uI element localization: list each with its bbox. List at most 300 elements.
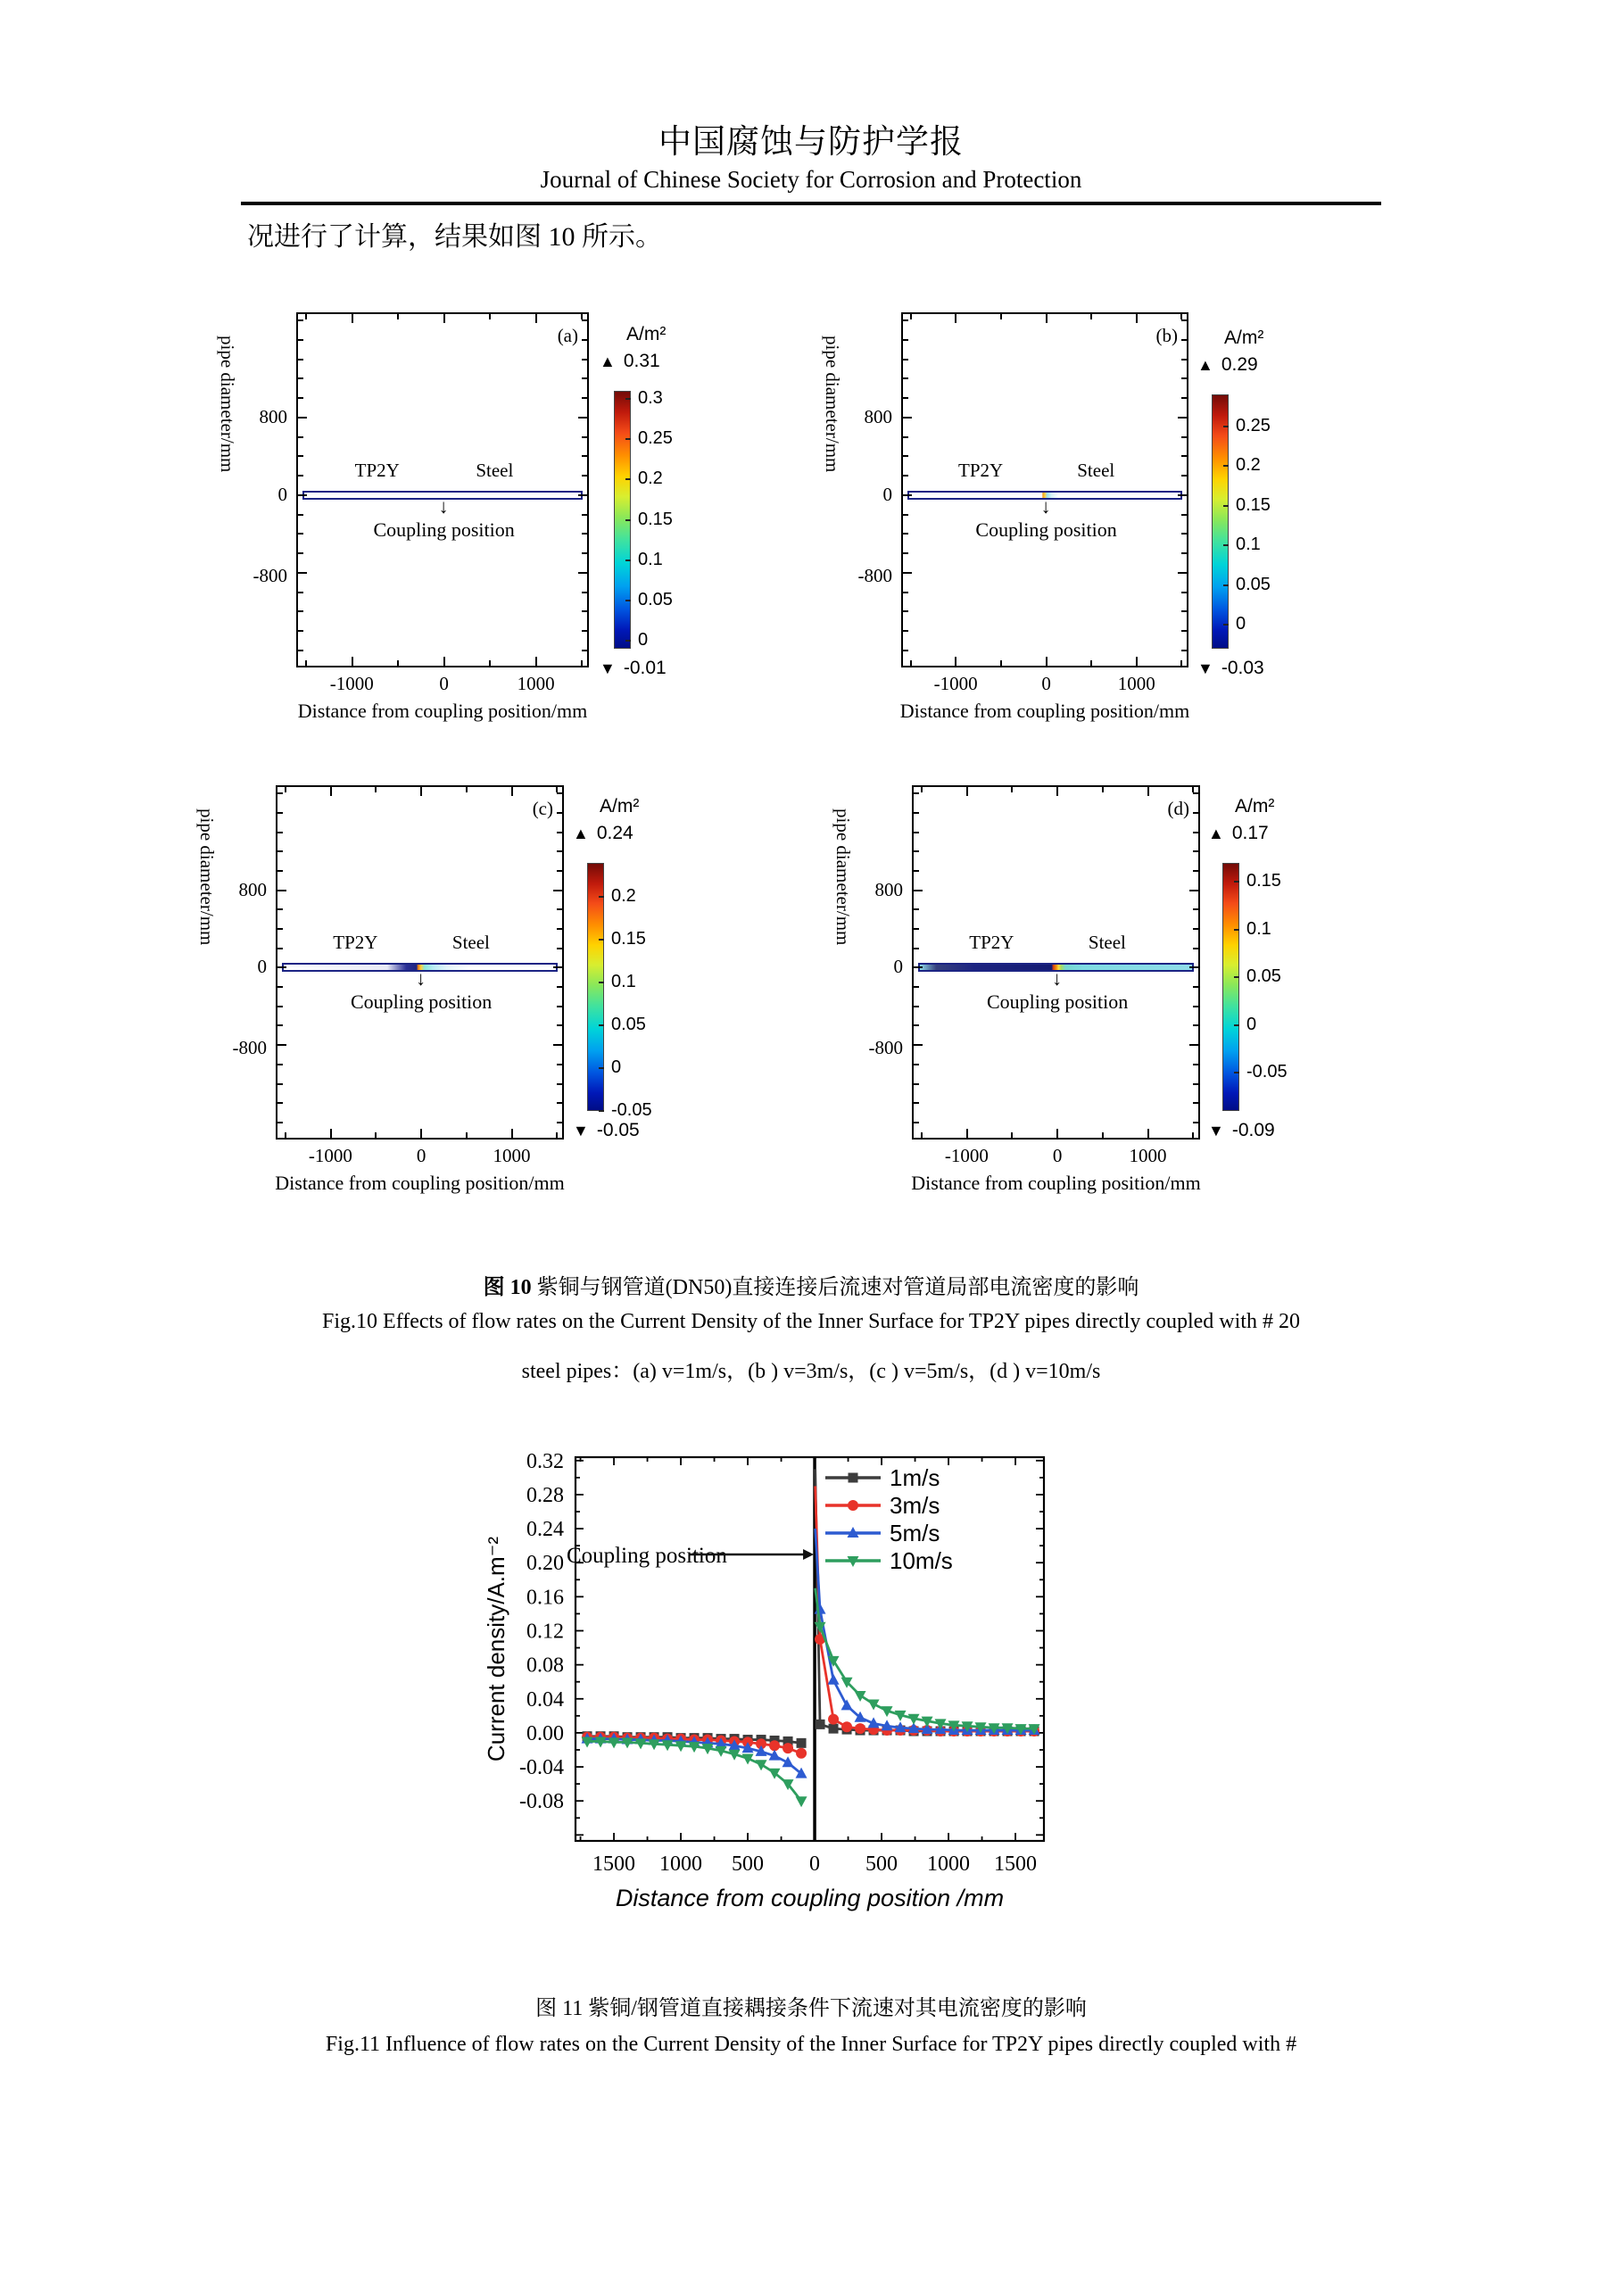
panel-y-axis-label: pipe diameter/mm [196,808,218,945]
axis-tick [489,660,491,666]
legend-label: 1m/s [890,1464,940,1491]
axis-tick [1181,455,1187,457]
axis-tick [921,787,923,792]
panel-x-axis-label: Distance from coupling position/mm [275,1172,565,1194]
steel-label: Steel [476,459,514,481]
axis-tick [556,787,558,792]
triangle-down-icon: ▼ [573,1121,589,1140]
colorbar-tick-mark [599,1024,604,1026]
axis-tick [298,455,303,457]
axis-tick [397,314,399,319]
axis-tick [277,1083,283,1085]
colorbar-gradient [1212,394,1229,649]
colorbar-tick-label: 0 [1246,1014,1257,1034]
axis-tick [420,1129,422,1138]
panel-y-axis-label: pipe diameter/mm [822,335,843,472]
axis-tick [582,475,587,477]
axis-tick [277,812,283,814]
colorbar-tick-label: 0.15 [638,509,673,529]
axis-tick [330,787,332,796]
axis-tick [1181,397,1187,399]
axis-tick [277,832,283,833]
x-tick-label: -1000 [933,673,978,694]
axis-tick [511,1129,513,1138]
y-tick-label: 800 [874,878,903,900]
y-tick-label: 0.08 [526,1654,564,1678]
down-arrow-icon: ↓ [416,967,426,991]
axis-tick [1011,787,1013,792]
axis-tick [1193,908,1198,910]
axis-tick [1181,514,1187,516]
axis-tick [921,1132,923,1138]
colorbar-max: ▲ 0.17 [1208,823,1269,843]
colorbar-tick-mark [599,939,604,941]
axis-tick [914,986,919,988]
axis-tick [582,397,587,399]
triangle-down-icon: ▼ [1208,1121,1224,1140]
axis-tick [1136,314,1138,323]
axis-tick [1193,812,1198,814]
colorbar-tick-mark [1234,976,1239,978]
x-tick-label: 1000 [1117,673,1155,694]
axis-tick [1193,1102,1198,1104]
colorbar-min: ▼ -0.03 [1197,658,1264,678]
axis-tick [914,812,919,814]
colorbar-tick-label: 0.1 [1236,535,1261,555]
axis-tick [305,660,307,666]
axis-tick [966,787,968,796]
axis-tick [1147,787,1149,796]
triangle-up-icon: ▲ [1197,355,1213,374]
axis-tick [582,339,587,341]
series-1ms [583,1469,1039,1748]
series-3ms [582,1486,1039,1758]
axis-tick [557,1102,562,1104]
axis-tick [1147,1129,1149,1138]
axis-tick [1181,319,1187,321]
axis-tick [352,314,353,323]
axis-tick [298,514,303,516]
axis-tick [1178,572,1187,574]
colorbar-tick-label: 0.2 [1236,455,1261,476]
axis-tick [277,1006,283,1007]
colorbar-tick-label: 0 [611,1057,622,1078]
axis-tick [443,657,445,666]
panel-y-axis-label: pipe diameter/mm [832,808,854,945]
axis-tick [1180,660,1182,666]
x-tick-label: -1000 [329,673,374,694]
x-tick-label: 0 [416,1145,426,1166]
axis-tick [582,455,587,457]
fig10-panel-a [217,312,589,722]
axis-tick [556,1132,558,1138]
axis-tick [298,377,303,379]
fig11-line-chart [482,1446,1106,1945]
colorbar-tick-label: 0.1 [611,972,636,992]
y-tick-label: 0 [277,483,287,505]
legend-item [825,1547,953,1574]
journal-title-zh: 中国腐蚀与防护学报 [658,124,964,161]
axis-tick [903,533,908,535]
axis-tick [1189,1044,1198,1046]
axis-tick [582,650,587,651]
axis-tick [1193,1064,1198,1065]
axis-tick [903,339,908,341]
y-tick-label: 0 [257,956,267,978]
panel-tag: (c) [532,798,553,819]
axis-tick [914,1044,923,1046]
axis-tick [1181,533,1187,535]
y-tick-label: 0 [882,483,892,505]
steel-label: Steel [451,932,490,954]
axis-tick [1181,650,1187,651]
axis-tick [582,592,587,593]
x-tick-label: -1000 [308,1145,352,1166]
tp2y-label: TP2Y [958,459,1004,481]
axis-tick [1189,966,1198,968]
x-tick-label: 0 [809,1853,821,1876]
y-tick-label: 800 [864,405,892,427]
axis-tick [578,417,587,419]
fig10-panel-b [822,312,1190,722]
x-tick-label: 0 [1052,1145,1063,1166]
axis-tick [1193,1006,1198,1007]
axis-tick [1193,850,1198,852]
axis-tick [277,948,283,949]
axis-tick [955,657,956,666]
axis-tick [277,966,286,968]
x-tick-label: 1000 [493,1145,531,1166]
y-tick-label: 0.28 [526,1483,564,1507]
axis-tick [1193,986,1198,988]
axis-tick [277,890,286,891]
axis-tick [298,572,307,574]
axis-tick [1193,832,1198,833]
axis-tick [277,1064,283,1065]
y-tick-label: 0.12 [526,1620,564,1644]
colorbar-tick-mark [1234,1024,1239,1026]
x-tick-label: -1000 [944,1145,989,1166]
axis-tick [298,436,303,438]
axis-tick [1056,1129,1058,1138]
axis-tick [582,377,587,379]
fig10-panel-d [832,785,1201,1194]
x-tick-label: 1000 [517,673,555,694]
triangle-down-icon: ▼ [600,659,616,677]
axis-tick [298,339,303,341]
coupling-position-label: Coupling position [986,991,1129,1014]
axis-tick [1000,314,1002,319]
axis-tick [914,1024,919,1026]
triangle-down-icon: ▼ [1197,659,1213,677]
colorbar-tick-label: 0.15 [611,929,646,949]
axis-tick [1178,494,1187,496]
axis-tick [277,850,283,852]
axis-tick [910,314,912,319]
colorbar-tick-mark [1223,465,1229,467]
axis-tick [903,359,908,361]
axis-tick [466,787,468,792]
colorbar-tick-mark [625,478,631,480]
axis-tick [557,1122,562,1123]
y-tick-label: -800 [868,1036,903,1058]
tp2y-label: TP2Y [333,932,378,954]
fig11-plot-frame [576,1457,1044,1841]
axis-tick [955,314,956,323]
axis-tick [1011,1132,1013,1138]
axis-tick [277,1122,283,1123]
axis-tick [277,792,283,794]
axis-tick [914,832,919,833]
panel-x-axis-label: Distance from coupling position/mm [911,1172,1201,1194]
axis-tick [1181,552,1187,554]
axis-tick [1192,1132,1194,1138]
axis-tick [489,314,491,319]
colorbar-gradient [587,863,604,1111]
x-tick-label: 0 [1041,673,1051,694]
axis-tick [1181,339,1187,341]
axis-tick [1056,787,1058,796]
axis-tick [914,870,919,872]
legend-label: 5m/s [890,1520,940,1546]
axis-tick [557,850,562,852]
colorbar-min: ▼ -0.01 [600,658,667,678]
axis-tick [581,660,583,666]
panel-y-axis-label: pipe diameter/mm [217,335,238,472]
colorbar-tick-label: 0.25 [1236,415,1271,435]
axis-tick [298,610,303,612]
colorbar-tick-label: -0.05 [1246,1062,1288,1082]
colorbar-unit: A/m² [1224,327,1264,348]
colorbar-tick-label: 0 [1236,614,1246,634]
down-arrow-icon: ↓ [1040,494,1051,518]
axis-tick [557,832,562,833]
axis-tick [582,514,587,516]
axis-tick [298,417,307,419]
axis-tick [557,986,562,988]
axis-tick [1189,890,1198,891]
x-tick-label: 500 [732,1853,765,1876]
axis-tick [582,533,587,535]
steel-label: Steel [1088,932,1126,954]
legend-item [825,1492,940,1519]
axis-tick [420,787,422,796]
colorbar-max: ▲ 0.31 [600,351,660,371]
axis-tick [1000,660,1002,666]
axis-tick [914,850,919,852]
axis-tick [1193,1083,1198,1085]
colorbar-tick-label: 0 [638,629,649,650]
axis-tick [903,592,908,593]
axis-tick [903,475,908,477]
axis-tick [557,1024,562,1026]
axis-tick [914,1102,919,1104]
axis-tick [298,650,303,651]
axis-tick [298,552,303,554]
axis-tick [277,1102,283,1104]
fig11-caption-zh: 图 11 紫铜/钢管道直接耦接条件下流速对其电流密度的影响 [535,1997,1087,2020]
panel-tag: (b) [1155,325,1178,346]
y-tick-label: 0.00 [526,1721,564,1745]
axis-tick [1136,657,1138,666]
y-tick-label: -0.08 [519,1790,564,1814]
axis-tick [581,314,583,319]
y-tick-label: 800 [259,405,287,427]
axis-tick [443,314,445,323]
axis-tick [557,1083,562,1085]
colorbar-max: ▲ 0.29 [1197,354,1258,375]
axis-tick [914,1006,919,1007]
triangle-up-icon: ▲ [1208,824,1224,842]
axis-tick [582,359,587,361]
axis-tick [397,660,399,666]
colorbar-tick-mark [625,559,631,561]
axis-tick [914,928,919,930]
coupling-annotation: Coupling position [567,1544,727,1568]
colorbar-tick-mark [599,982,604,983]
y-tick-label: 0.20 [526,1552,564,1576]
axis-tick [466,1132,468,1138]
colorbar-tick-mark [625,438,631,440]
colorbar-tick-mark [1223,544,1229,546]
axis-tick [914,966,923,968]
legend-label: 10m/s [890,1547,953,1574]
axis-tick [298,397,303,399]
axis-tick [557,792,562,794]
axis-tick [352,657,353,666]
colorbar-tick-label: 0.1 [1246,918,1271,939]
y-tick-label: -800 [253,564,287,586]
colorbar-gradient [1222,863,1239,1111]
y-tick-label: 0.32 [526,1449,564,1473]
colorbar-tick-label: 0.15 [1236,494,1271,515]
axis-tick [903,319,908,321]
annotation-arrowhead-icon [803,1549,814,1560]
y-tick-label: -800 [232,1036,267,1058]
axis-tick [557,1006,562,1007]
axis-tick [914,1083,919,1085]
fig11-y-axis-label: Current density/A.m⁻² [483,1536,509,1762]
panel-x-axis-label: Distance from coupling position/mm [297,700,588,722]
axis-tick [1046,314,1047,323]
axis-tick [914,792,919,794]
axis-tick [277,908,283,910]
x-tick-label: 1000 [659,1853,703,1876]
colorbar-unit: A/m² [600,796,640,816]
axis-tick [1181,359,1187,361]
colorbar-tick-label: 0.05 [1236,574,1271,594]
axis-tick [903,417,912,419]
axis-tick [511,787,513,796]
axis-tick [553,1044,562,1046]
colorbar-tick-mark [599,896,604,898]
axis-tick [903,552,908,554]
axis-tick [277,1044,286,1046]
axis-tick [553,890,562,891]
axis-tick [578,572,587,574]
colorbar-tick-label: -0.05 [611,1100,652,1120]
fig11-x-axis-label: Distance from coupling position /mm [615,1885,1005,1911]
axis-tick [1181,377,1187,379]
colorbar-unit: A/m² [1235,796,1275,816]
colorbar-tick-label: 0.2 [638,468,663,489]
x-tick-label: 500 [865,1853,898,1876]
axis-tick [1178,417,1187,419]
axis-tick [535,314,537,323]
axis-tick [903,572,912,574]
colorbar-d [1208,796,1329,1160]
tp2y-label: TP2Y [969,932,1014,954]
x-tick-label: 1000 [1129,1145,1167,1166]
axis-tick [298,533,303,535]
colorbar-tick-mark [1234,929,1239,931]
y-tick-label: 0 [893,956,903,978]
axis-tick [1181,436,1187,438]
axis-tick [1193,948,1198,949]
axis-tick [1193,1122,1198,1123]
tp2y-label: TP2Y [354,459,400,481]
colorbar-tick-label: 0.1 [638,549,663,569]
axis-tick [582,319,587,321]
axis-tick [277,1024,283,1026]
axis-tick [1193,792,1198,794]
axis-tick [914,1064,919,1065]
axis-tick [557,928,562,930]
colorbar-tick-mark [599,1110,604,1112]
colorbar-tick-mark [1234,881,1239,883]
axis-tick [1193,870,1198,872]
down-arrow-icon: ↓ [438,494,449,518]
colorbar-c [573,796,694,1160]
axis-tick [298,319,303,321]
triangle-up-icon: ▲ [573,824,589,842]
axis-tick [914,948,919,949]
axis-tick [903,610,908,612]
axis-tick [903,436,908,438]
axis-tick [1181,475,1187,477]
colorbar-tick-label: 0.05 [611,1015,646,1035]
coupling-position-label: Coupling position [975,518,1117,541]
axis-tick [1181,592,1187,593]
colorbar-tick-mark [625,640,631,642]
axis-tick [1046,657,1047,666]
colorbar-tick-mark [1223,505,1229,507]
axis-tick [285,787,286,792]
y-tick-label: 800 [238,878,267,900]
series-10ms [582,1588,1040,1807]
fig10-caption-en-1: Fig.10 Effects of flow rates on the Current Density of the Inner Surface for TP2Y pipes directly coupled with # 20 [322,1310,1300,1333]
axis-tick [298,630,303,632]
colorbar-tick-label: 0.15 [1246,871,1281,891]
axis-tick [903,630,908,632]
triangle-up-icon: ▲ [600,352,616,370]
down-arrow-icon: ↓ [1052,967,1063,991]
axis-tick [553,966,562,968]
axis-tick [578,494,587,496]
axis-tick [903,494,912,496]
colorbar-tick-mark [1223,624,1229,626]
colorbar-tick-mark [1223,426,1229,427]
y-tick-label: 0.24 [526,1518,564,1542]
steel-label: Steel [1077,459,1115,481]
colorbar-tick-label: 0.25 [638,428,673,449]
colorbar-min: ▼ -0.05 [573,1120,640,1140]
axis-tick [1193,928,1198,930]
panel-tag: (d) [1167,798,1189,819]
axis-tick [903,377,908,379]
axis-tick [330,1129,332,1138]
axis-tick [914,890,923,891]
